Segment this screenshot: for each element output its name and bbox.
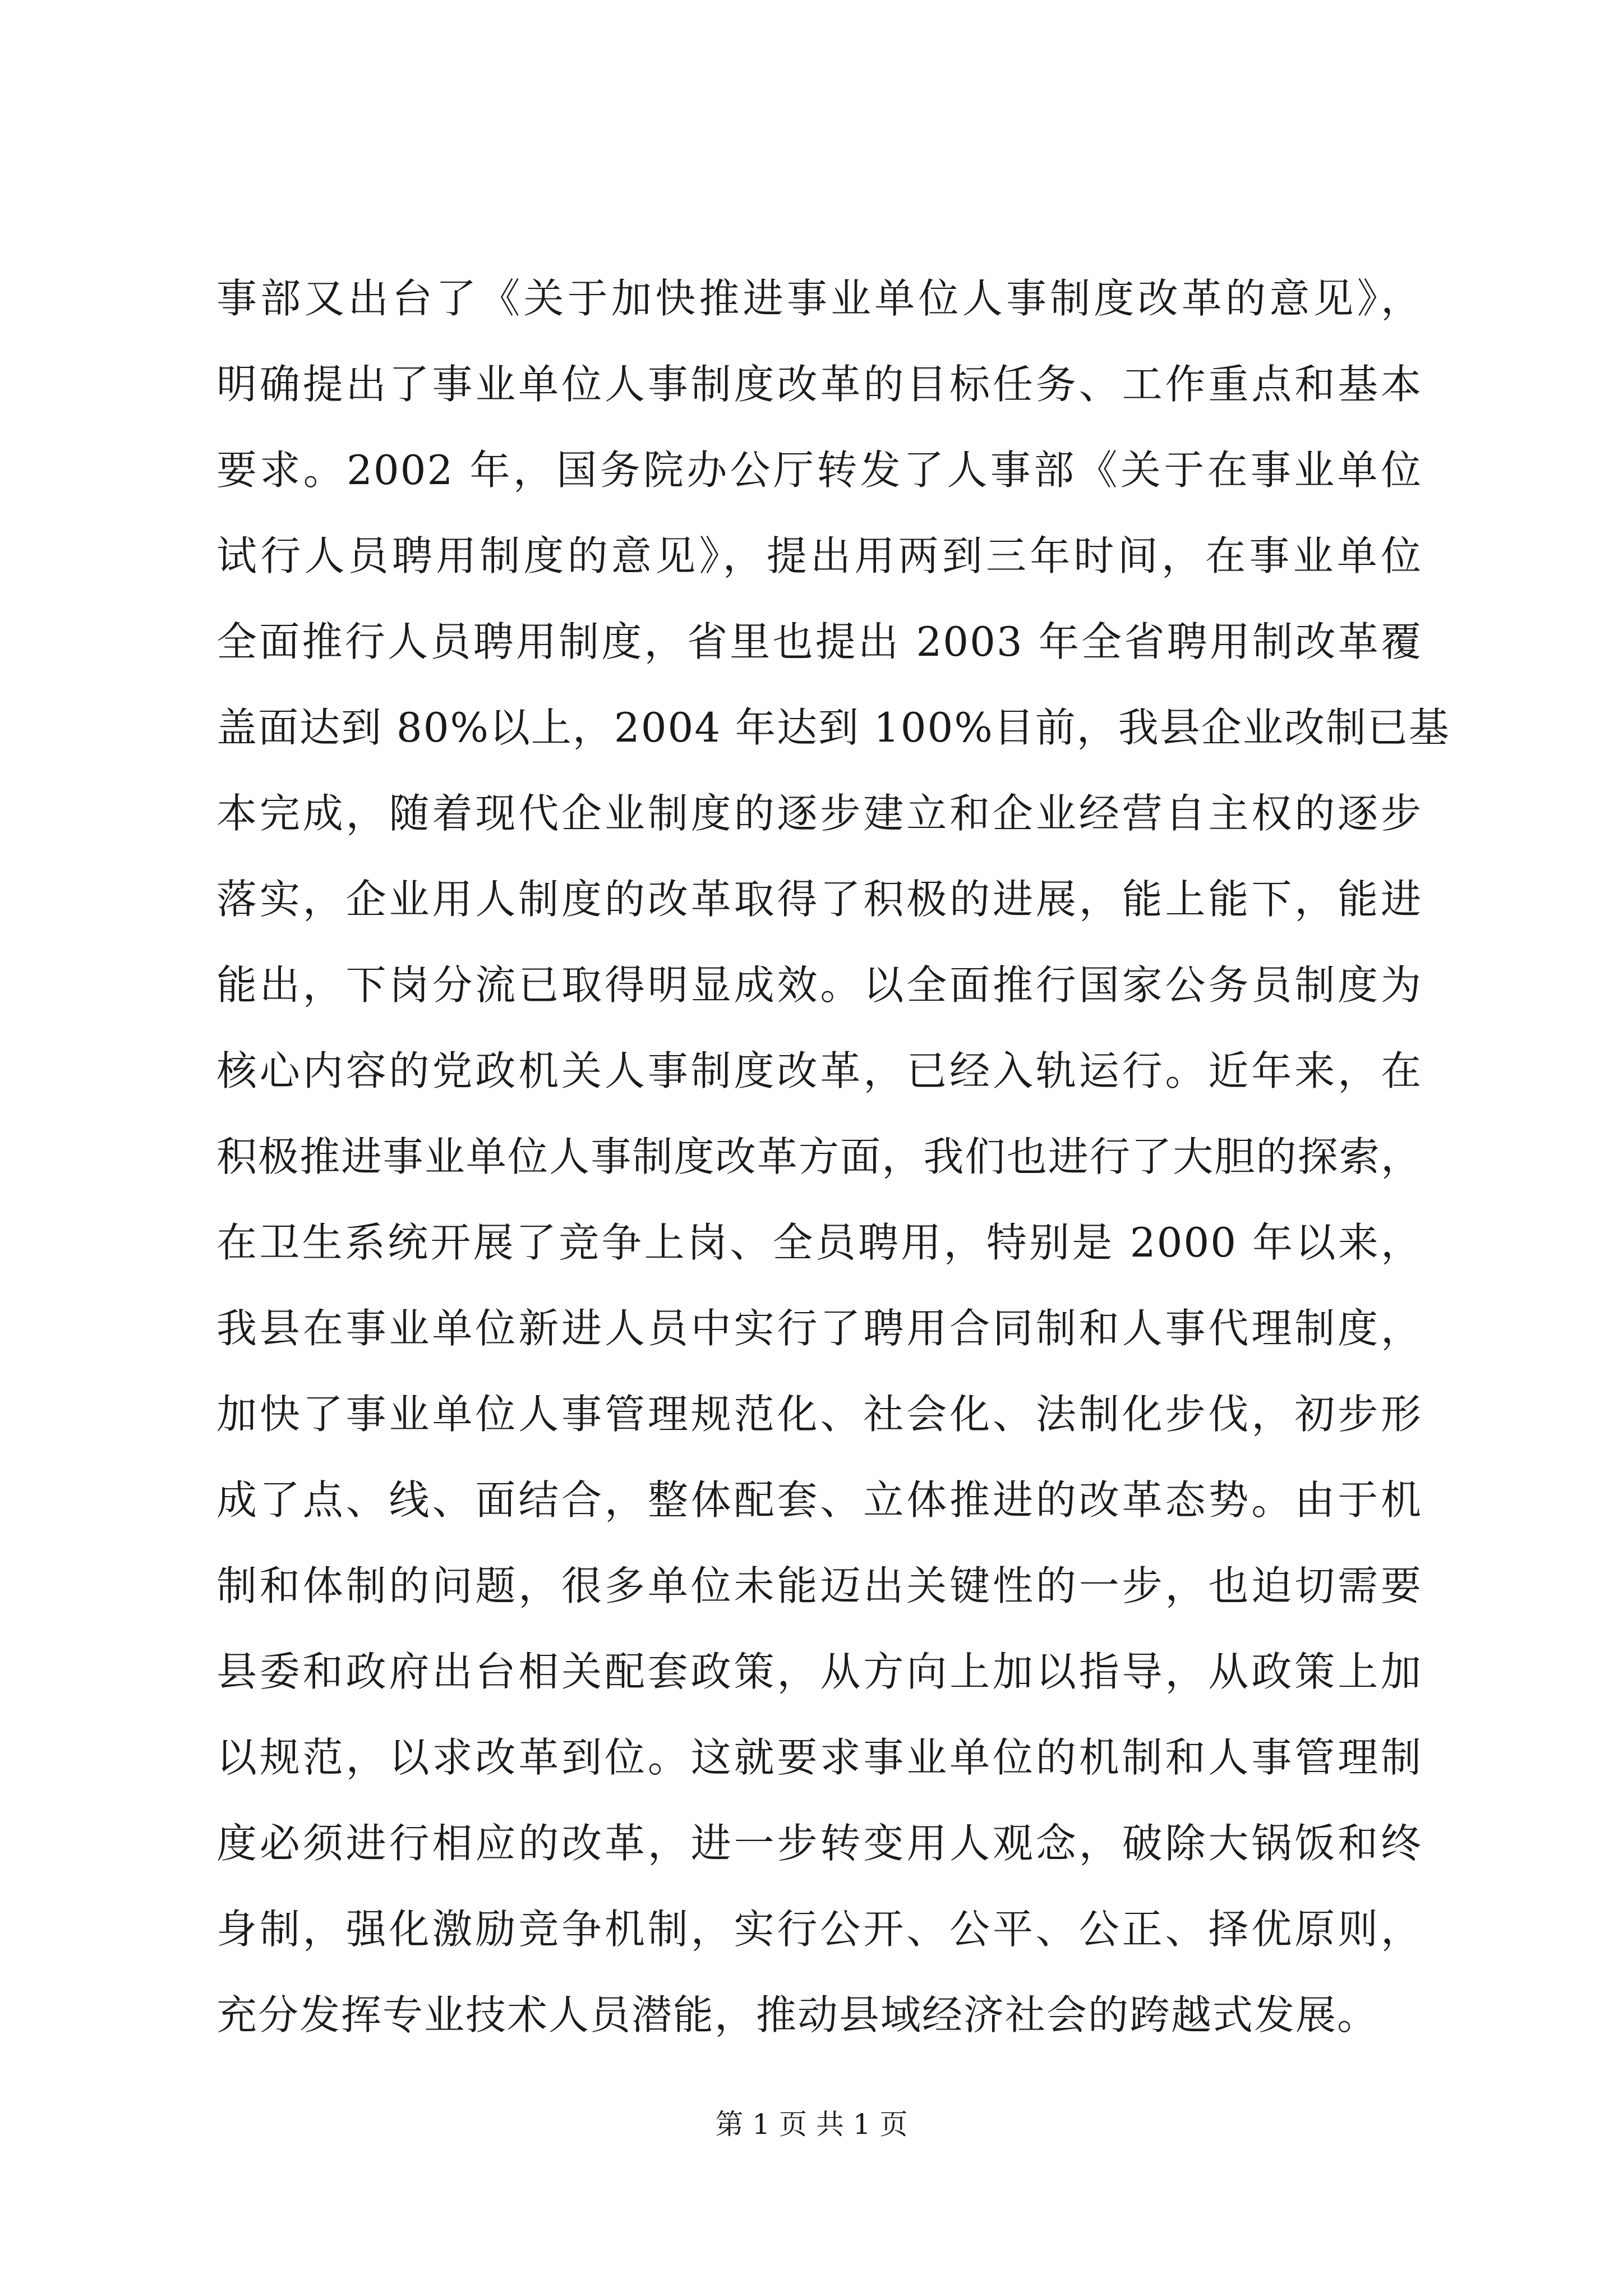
text-line-4: 试行人员聘用制度的意见》，提出用两到三年时间，在事业单位 [216,532,1422,579]
text-line-21: 充分发挥专业技术人员潜能，推动县域经济社会的跨越式发展。 [216,1991,1379,2039]
text-line-2: 明确提出了事业单位人事制度改革的目标任务、工作重点和基本 [216,361,1422,408]
text-line-12: 在卫生系统开展了竞争上岗、全员聘用，特别是 2000 年以来， [216,1219,1422,1266]
text-line-1: 事部又出台了《关于加快推进事业单位人事制度改革的意见》， [216,275,1422,322]
text-line-7: 本完成，随着现代企业制度的逐步建立和企业经营自主权的逐步 [216,790,1422,837]
text-line-20: 身制，强化激励竞争机制，实行公开、公平、公正、择优原则， [216,1906,1422,1953]
page-number-footer: 第 1 页 共 1 页 [715,2108,908,2141]
text-line-13: 我县在事业单位新进人员中实行了聘用合同制和人事代理制度， [216,1305,1422,1352]
text-line-5: 全面推行人员聘用制度，省里也提出 2003 年全省聘用制改革覆 [216,618,1422,665]
text-line-9: 能出，下岗分流已取得明显成效。以全面推行国家公务员制度为 [216,961,1422,1009]
text-line-16: 制和体制的问题，很多单位未能迈出关键性的一步，也迫切需要 [216,1562,1422,1609]
text-line-8: 落实，企业用人制度的改革取得了积极的进展，能上能下，能进 [216,876,1422,923]
text-line-17: 县委和政府出台相关配套政策，从方向上加以指导，从政策上加 [216,1648,1422,1695]
text-line-18: 以规范，以求改革到位。这就要求事业单位的机制和人事管理制 [216,1734,1422,1781]
text-line-11: 积极推进事业单位人事制度改革方面，我们也进行了大胆的探索， [216,1133,1422,1180]
text-line-19: 度必须进行相应的改革，进一步转变用人观念，破除大锅饭和终 [216,1820,1422,1867]
text-line-6: 盖面达到 80%以上，2004 年达到 100%目前，我县企业改制已基 [216,704,1450,751]
text-line-15: 成了点、线、面结合，整体配套、立体推进的改革态势。由于机 [216,1476,1422,1524]
text-line-14: 加快了事业单位人事管理规范化、社会化、法制化步伐，初步形 [216,1391,1422,1438]
text-line-10: 核心内容的党政机关人事制度改革，已经入轨运行。近年来，在 [216,1047,1422,1094]
text-line-3: 要求。2002 年，国务院办公厅转发了人事部《关于在事业单位 [216,447,1422,494]
body-text [216,256,1450,2058]
